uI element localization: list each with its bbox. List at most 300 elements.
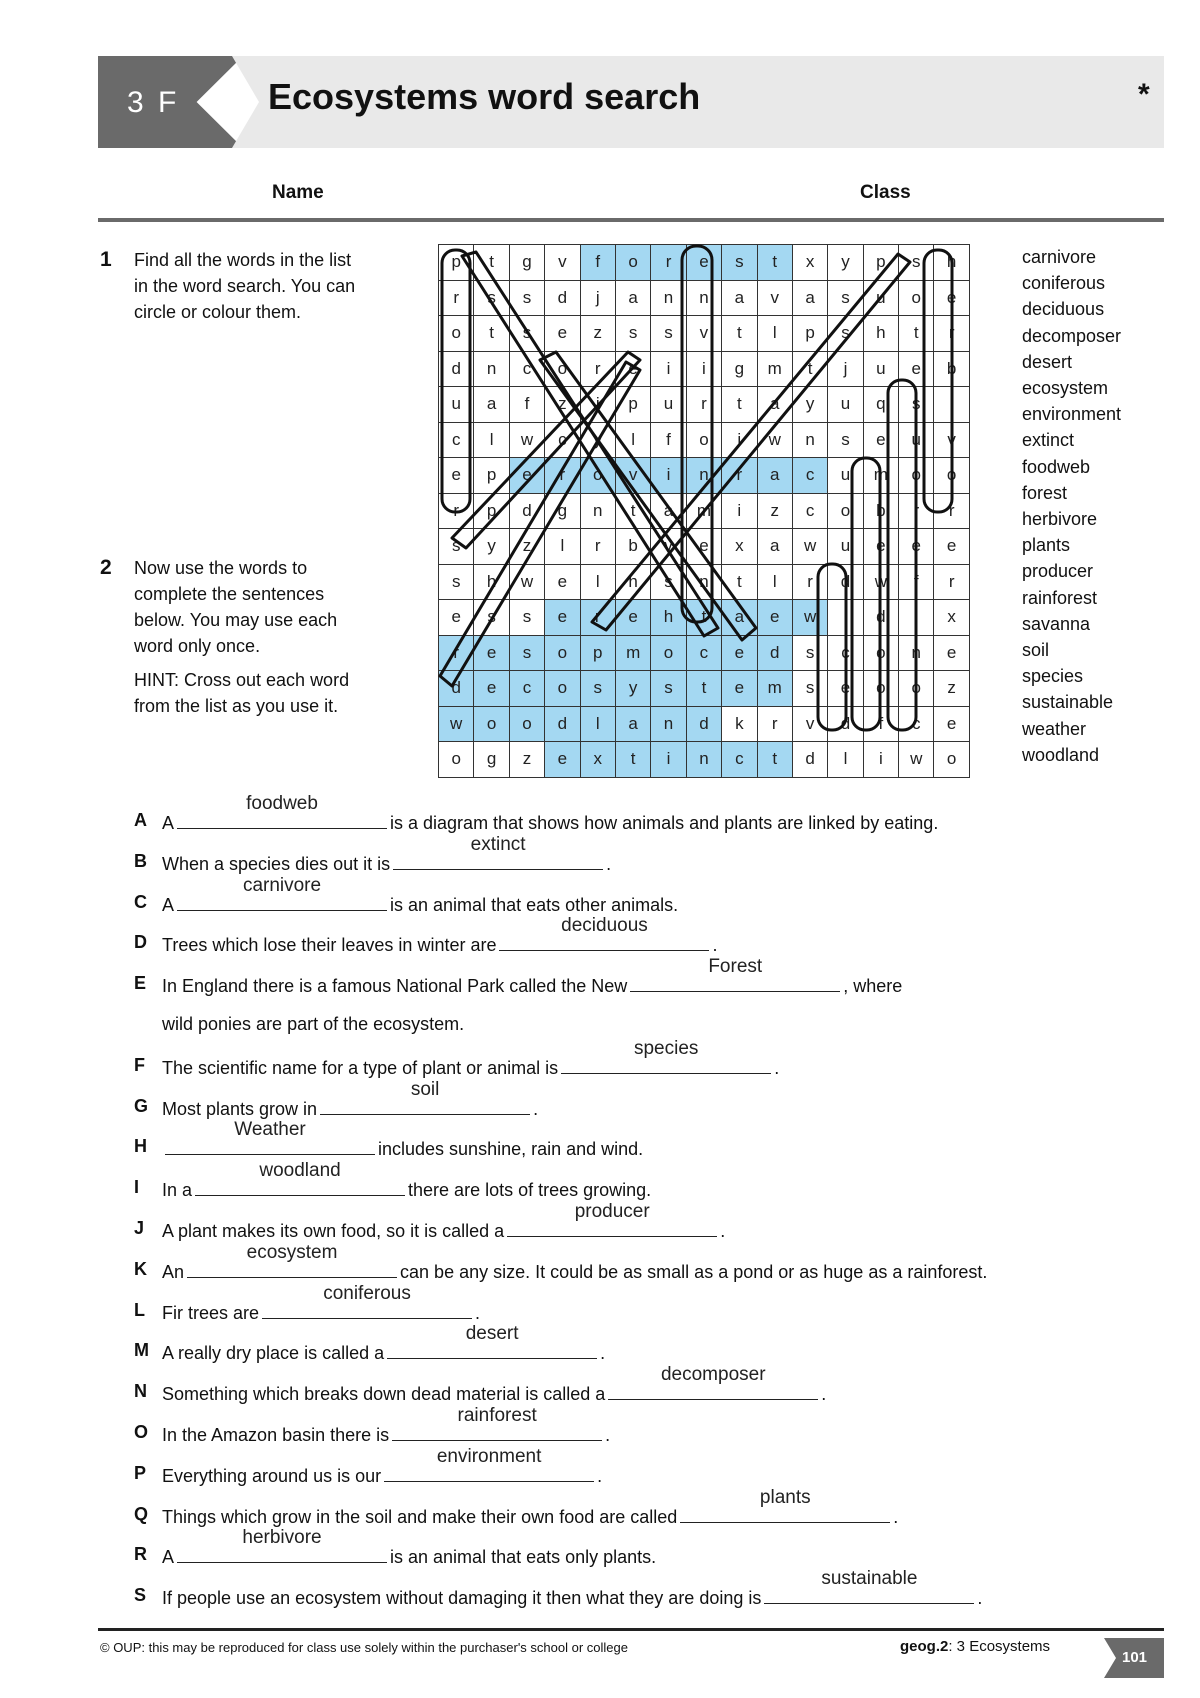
answer-blank[interactable] — [680, 1486, 890, 1523]
question-2-text — [134, 555, 364, 727]
sentence-before: When a species dies out it is — [162, 853, 391, 874]
sentence-body — [162, 833, 612, 876]
grid-cell: e — [828, 671, 863, 707]
grid-cell: d — [545, 280, 580, 316]
answer-blank[interactable] — [195, 1160, 405, 1196]
grid-cell: s — [474, 280, 509, 316]
word-list-item: species — [1022, 666, 1084, 687]
sentence-after: is an animal that eats other animals. — [390, 894, 679, 915]
grid-cell: g — [474, 742, 509, 778]
sentence-letter: I — [134, 1177, 140, 1198]
grid-cell: e — [934, 529, 969, 565]
grid-cell: t — [686, 600, 721, 636]
grid-row — [439, 706, 970, 742]
grid-row — [439, 600, 970, 636]
answer-blank[interactable] — [392, 1404, 602, 1441]
word-list-item: ecosystem — [1022, 378, 1109, 399]
sentence-letter: N — [134, 1381, 147, 1402]
answer-text: extinct — [470, 833, 526, 855]
sentence-before: In a — [162, 1180, 193, 1201]
grid-cell: r — [934, 493, 969, 529]
grid-cell: t — [722, 564, 757, 600]
sentence-body — [162, 1486, 899, 1529]
grid-cell: n — [686, 280, 721, 316]
grid-cell: h — [474, 564, 509, 600]
grid-cell: o — [545, 351, 580, 387]
answer-text: Weather — [234, 1119, 306, 1141]
grid-row — [439, 351, 970, 387]
answer-blank[interactable] — [165, 1119, 375, 1155]
grid-cell: r — [580, 529, 615, 565]
word-list-item: soil — [1022, 640, 1050, 661]
grid-cell: o — [545, 671, 580, 707]
grid-cell: s — [722, 245, 757, 281]
answer-blank[interactable] — [387, 1323, 597, 1359]
answer-blank[interactable] — [177, 793, 387, 829]
sentence-before: A — [162, 813, 175, 833]
grid-cell: t — [757, 245, 792, 281]
grid-cell: d — [439, 671, 474, 707]
sentence-after: . — [475, 1302, 481, 1323]
grid-cell: a — [615, 706, 650, 742]
grid-cell: o — [899, 458, 934, 494]
difficulty-star: * — [1138, 78, 1150, 111]
grid-cell: w — [863, 564, 898, 600]
grid-cell: l — [828, 742, 863, 778]
grid-cell: m — [757, 351, 792, 387]
sentence-body — [162, 1200, 726, 1243]
grid-cell: s — [509, 600, 544, 636]
question-2-instruction: Now use the words to complete the sentences below. You may use each word only once. — [134, 558, 338, 656]
grid-row — [439, 422, 970, 458]
grid-cell: s — [651, 564, 686, 600]
sentence-before: An — [162, 1261, 185, 1282]
grid-cell: p — [863, 245, 898, 281]
word-list-item: desert — [1022, 351, 1073, 372]
grid-cell: a — [792, 280, 827, 316]
grid-cell: e — [686, 529, 721, 565]
sentence-after: , where — [843, 976, 903, 997]
sentence-before: In the Amazon basin there is — [162, 1424, 390, 1445]
grid-cell: n — [651, 706, 686, 742]
grid-cell: s — [899, 387, 934, 423]
grid-cell: b — [863, 493, 898, 529]
grid-cell: b — [615, 529, 650, 565]
word-list-item: coniferous — [1022, 273, 1106, 294]
grid-cell: l — [545, 529, 580, 565]
grid-cell: v — [757, 280, 792, 316]
grid-cell: z — [757, 493, 792, 529]
chapter-name: : 3 Ecosystems — [948, 1638, 1051, 1655]
word-list-item: producer — [1022, 561, 1094, 582]
grid-cell: k — [722, 706, 757, 742]
grid-cell: d — [509, 493, 544, 529]
answer-blank[interactable] — [507, 1200, 717, 1237]
word-list-item: herbivore — [1022, 509, 1098, 530]
grid-cell: v — [545, 245, 580, 281]
grid-cell: z — [580, 316, 615, 352]
grid-cell: q — [863, 387, 898, 423]
grid-cell: n — [686, 564, 721, 600]
grid-cell: t — [615, 742, 650, 778]
answer-blank[interactable] — [393, 833, 603, 870]
grid-cell: e — [722, 635, 757, 671]
grid-cell: c — [686, 635, 721, 671]
question-1-instruction: Find all the words in the list in the word search. You can circle or colour them. — [134, 250, 356, 322]
grid-cell: o — [439, 316, 474, 352]
grid-cell: e — [934, 635, 969, 671]
grid-row — [439, 529, 970, 565]
grid-cell: e — [863, 422, 898, 458]
grid-cell: p — [615, 387, 650, 423]
grid-cell: r — [722, 458, 757, 494]
grid-cell: f — [509, 387, 544, 423]
grid-cell: t — [615, 493, 650, 529]
grid-cell: l — [474, 422, 509, 458]
grid-cell: j — [580, 280, 615, 316]
grid-cell: e — [863, 529, 898, 565]
answer-blank[interactable] — [764, 1568, 974, 1604]
sentence-before: Most plants grow in — [162, 1098, 318, 1119]
sentence-letter: E — [134, 973, 147, 994]
answer-text: species — [633, 1037, 699, 1059]
continuation-text: wild ponies are part of the ecosystem. — [162, 1013, 465, 1034]
grid-cell: e — [615, 351, 650, 387]
grid-cell: a — [722, 280, 757, 316]
question-2-hint: HINT: Cross out each word from the list as you use it. — [134, 670, 350, 716]
grid-cell: p — [792, 316, 827, 352]
question-1-text — [134, 247, 364, 333]
sentence-after: . — [606, 853, 612, 874]
answer-blank[interactable] — [320, 1078, 530, 1115]
chapter-reference — [900, 1638, 1050, 1655]
grid-cell: o — [651, 635, 686, 671]
grid-cell: h — [934, 245, 969, 281]
grid-cell: d — [757, 635, 792, 671]
grid-cell: o — [828, 493, 863, 529]
grid-cell: s — [651, 671, 686, 707]
grid-cell: n — [899, 635, 934, 671]
grid-row — [439, 387, 970, 423]
page-title: Ecosystems word search — [268, 76, 701, 117]
grid-cell: w — [757, 422, 792, 458]
grid-cell: v — [615, 458, 650, 494]
answer-blank[interactable] — [262, 1282, 472, 1319]
grid-cell: r — [934, 316, 969, 352]
answer-blank[interactable] — [177, 874, 387, 911]
grid-cell: c — [509, 671, 544, 707]
grid-cell: v — [792, 706, 827, 742]
footer-rule — [98, 1628, 1164, 1631]
grid-cell: c — [899, 706, 934, 742]
sentence-letter: Q — [134, 1503, 149, 1524]
grid-cell: l — [757, 564, 792, 600]
grid-cell: r — [934, 564, 969, 600]
answer-text: woodland — [259, 1160, 341, 1182]
sentence-body — [162, 1037, 780, 1080]
grid-cell: e — [474, 671, 509, 707]
grid-cell: i — [722, 493, 757, 529]
sentence-letter: R — [134, 1544, 147, 1565]
sentence-body — [162, 1323, 606, 1365]
grid-cell: f — [899, 564, 934, 600]
grid-cell: i — [651, 458, 686, 494]
page-number: 101 — [1122, 1649, 1148, 1666]
answer-text: foodweb — [246, 793, 318, 814]
answer-text: herbivore — [242, 1527, 322, 1549]
grid-cell: s — [899, 245, 934, 281]
grid-cell: u — [651, 387, 686, 423]
grid-cell: i — [722, 422, 757, 458]
grid-cell: i — [899, 600, 934, 636]
grid-cell: t — [899, 316, 934, 352]
grid-cell: e — [545, 564, 580, 600]
grid-cell: y — [828, 245, 863, 281]
grid-cell: d — [828, 706, 863, 742]
grid-cell: v — [934, 422, 969, 458]
grid-cell: h — [651, 600, 686, 636]
grid-cell: d — [792, 742, 827, 778]
answer-text: sustainable — [821, 1568, 918, 1590]
grid-cell: o — [509, 706, 544, 742]
grid-cell: r — [439, 493, 474, 529]
grid-cell: i — [651, 351, 686, 387]
word-list-item: carnivore — [1022, 247, 1097, 267]
grid-cell: u — [863, 351, 898, 387]
grid-cell: a — [757, 387, 792, 423]
sentence-before: Things which grow in the soil and make their own food are called — [162, 1506, 678, 1527]
grid-cell: g — [545, 493, 580, 529]
answer-blank[interactable] — [630, 956, 840, 992]
sentence-letter: L — [134, 1299, 145, 1320]
word-search-grid — [438, 244, 970, 778]
grid-cell: d — [439, 351, 474, 387]
grid-cell: e — [934, 280, 969, 316]
grid-cell: i — [828, 600, 863, 636]
grid-cell: n — [580, 493, 615, 529]
grid-cell: n — [686, 742, 721, 778]
grid-cell: c — [792, 458, 827, 494]
grid-cell: e — [615, 600, 650, 636]
sentence-before: In England there is a famous National Park called the New — [162, 976, 628, 997]
grid-cell: i — [651, 742, 686, 778]
grid-cell: z — [934, 671, 969, 707]
sentence-before: Fir trees are — [162, 1302, 260, 1323]
word-list — [1022, 244, 1121, 768]
sentence-body — [162, 1364, 827, 1406]
grid-cell: y — [615, 671, 650, 707]
sentence-letter: P — [134, 1462, 147, 1483]
grid-cell: e — [545, 600, 580, 636]
word-list-item: deciduous — [1022, 299, 1105, 320]
grid-cell: i — [580, 387, 615, 423]
grid-cell: e — [934, 706, 969, 742]
grid-cell: r — [545, 458, 580, 494]
grid-row — [439, 635, 970, 671]
grid-cell: s — [509, 635, 544, 671]
grid-cell: s — [828, 280, 863, 316]
sentence-before: The scientific name for a type of plant or animal is — [162, 1057, 559, 1078]
answer-text: decomposer — [660, 1364, 766, 1386]
answer-text: soil — [410, 1078, 440, 1100]
word-list-item: environment — [1022, 404, 1122, 425]
grid-cell: o — [580, 458, 615, 494]
answer-blank[interactable] — [384, 1445, 594, 1482]
grid-row — [439, 564, 970, 600]
grid-cell: c — [545, 422, 580, 458]
answer-text: producer — [574, 1200, 650, 1222]
grid-cell: x — [722, 529, 757, 565]
grid-cell: y — [792, 387, 827, 423]
grid-cell: w — [899, 742, 934, 778]
grid-cell: e — [545, 316, 580, 352]
grid-cell: a — [757, 529, 792, 565]
grid-cell: o — [615, 245, 650, 281]
grid-cell: t — [474, 245, 509, 281]
grid-cell: g — [509, 245, 544, 281]
grid-cell: n — [686, 458, 721, 494]
grid-cell: w — [792, 529, 827, 565]
grid-cell: e — [545, 742, 580, 778]
grid-cell: h — [615, 564, 650, 600]
grid-cell: a — [474, 387, 509, 423]
grid-cell: t — [474, 316, 509, 352]
grid-cell: s — [615, 316, 650, 352]
grid-cell: t — [722, 387, 757, 423]
grid-cell: t — [686, 671, 721, 707]
sentence-body — [162, 874, 679, 917]
grid-cell: u — [899, 422, 934, 458]
grid-cell: u — [439, 387, 474, 423]
grid-cell: e — [757, 600, 792, 636]
sentence-letter: D — [134, 932, 147, 953]
sentence-letter: M — [134, 1340, 149, 1361]
grid-cell: f — [651, 422, 686, 458]
grid-cell: c — [509, 351, 544, 387]
grid-cell: y — [580, 422, 615, 458]
grid-cell: m — [863, 458, 898, 494]
answer-text: ecosystem — [246, 1241, 338, 1263]
grid-cell: i — [863, 742, 898, 778]
grid-cell: z — [545, 387, 580, 423]
sentence-body — [162, 956, 903, 998]
sentence-letter: K — [134, 1258, 147, 1279]
sentence-after: . — [597, 1465, 603, 1486]
grid-row — [439, 280, 970, 316]
grid-cell: r — [686, 387, 721, 423]
grid-cell: s — [509, 316, 544, 352]
sentence-body — [162, 1282, 481, 1325]
grid-cell: r — [792, 564, 827, 600]
sentence-body — [162, 1568, 983, 1610]
answer-blank[interactable] — [561, 1037, 771, 1074]
answer-blank[interactable] — [187, 1241, 397, 1278]
answer-text: deciduous — [561, 915, 648, 937]
grid-cell: e — [474, 635, 509, 671]
answer-text: Forest — [708, 956, 763, 978]
sentence-before: A plant makes its own food, so it is called a — [162, 1220, 505, 1241]
sentence-body — [162, 915, 718, 957]
sentence-body — [162, 1404, 611, 1447]
grid-cell: m — [757, 671, 792, 707]
sentence-after: . — [977, 1588, 983, 1609]
sentence-body — [162, 793, 939, 835]
sentence-after: includes sunshine, rain and wind. — [378, 1139, 644, 1160]
grid-cell: o — [863, 635, 898, 671]
question-2-number: 2 — [100, 556, 112, 579]
grid-cell: l — [757, 316, 792, 352]
sentence-body — [162, 1527, 657, 1569]
grid-cell: u — [863, 280, 898, 316]
grid-cell: p — [439, 245, 474, 281]
sentence-after: . — [774, 1057, 780, 1078]
sentence-letter: O — [134, 1421, 149, 1442]
sentence-after: . — [893, 1506, 899, 1527]
grid-cell: t — [792, 351, 827, 387]
sentence-body — [162, 1119, 644, 1161]
sentence-after: . — [600, 1343, 606, 1364]
grid-cell: o — [934, 458, 969, 494]
answer-blank[interactable] — [499, 915, 709, 951]
grid-cell: n — [651, 280, 686, 316]
grid-cell: s — [439, 564, 474, 600]
sentence-before: If people use an ecosystem without damaging it then what they are doing is — [162, 1588, 762, 1609]
grid-cell: x — [580, 742, 615, 778]
grid-cell: y — [474, 529, 509, 565]
grid-cell: o — [545, 635, 580, 671]
grid-cell: w — [509, 422, 544, 458]
grid-cell: s — [828, 422, 863, 458]
grid-cell: s — [580, 671, 615, 707]
grid-cell: r — [899, 493, 934, 529]
sentence-before: Everything around us is our — [162, 1465, 382, 1486]
word-list-item: woodland — [1022, 744, 1100, 765]
grid-cell: s — [792, 671, 827, 707]
sentence-after: . — [605, 1424, 611, 1445]
sentence-letter: G — [134, 1095, 149, 1116]
grid-cell: t — [722, 316, 757, 352]
grid-row — [439, 742, 970, 778]
sentence-body — [162, 1445, 603, 1488]
answer-blank[interactable] — [177, 1527, 387, 1563]
grid-cell: x — [934, 600, 969, 636]
grid-cell: d — [686, 706, 721, 742]
sentence-before: Something which breaks down dead material is called a — [162, 1384, 606, 1405]
header-rule — [98, 218, 1164, 222]
question-1-number: 1 — [100, 248, 112, 271]
book-name: geog.2 — [900, 1638, 949, 1655]
sentence-letter: B — [134, 850, 147, 871]
answer-text: plants — [759, 1486, 811, 1508]
sentence-body — [162, 1241, 988, 1284]
grid-cell: o — [934, 742, 969, 778]
grid-cell: u — [828, 387, 863, 423]
grid-cell: l — [580, 564, 615, 600]
word-list-item: extinct — [1022, 430, 1075, 451]
grid-row — [439, 493, 970, 529]
grid-cell: p — [474, 493, 509, 529]
grid-cell: o — [899, 671, 934, 707]
sentence-letter: J — [134, 1217, 145, 1238]
grid-cell: o — [474, 706, 509, 742]
grid-cell: s — [439, 529, 474, 565]
name-label: Name — [272, 182, 324, 203]
answer-blank[interactable] — [608, 1364, 818, 1400]
sentence-letter: C — [134, 891, 147, 912]
grid-cell: d — [545, 706, 580, 742]
sentence-after: . — [533, 1098, 539, 1119]
word-list-item: savanna — [1022, 613, 1091, 634]
